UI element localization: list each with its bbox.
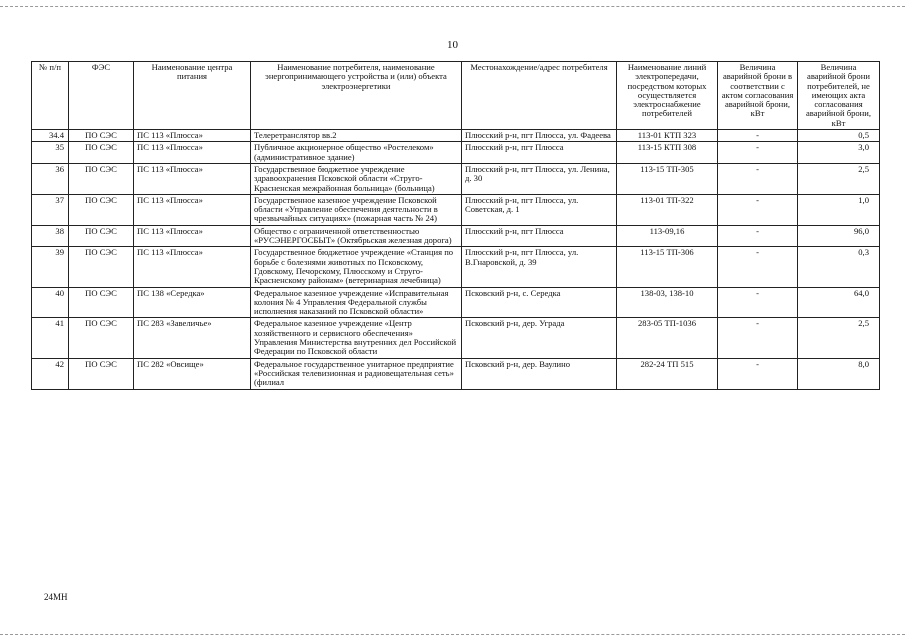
- header-address: Местонахождение/адрес потребителя: [462, 62, 617, 130]
- cell-reserve-act: -: [718, 287, 798, 318]
- cell-fes: ПО СЭС: [69, 225, 134, 247]
- table-body: [32, 130, 880, 389]
- cell-lines: 283-05 ТП-1036: [617, 318, 718, 358]
- cell-reserve-no-act: 96,0: [798, 225, 880, 247]
- cell-fes: ПО СЭС: [69, 163, 134, 194]
- cell-number: 34.4: [32, 130, 69, 142]
- cell-consumer: Федеральное государственное унитарное предприятие «Российская телевизионная и радиовещательная сеть» (филиал: [251, 358, 462, 389]
- cell-address: Псковский р-н, дер. Ваулино: [462, 358, 617, 389]
- header-power-center: Наименование центра питания: [134, 62, 251, 130]
- cell-reserve-act: -: [718, 163, 798, 194]
- header-reserve-act: Величина аварийной брони в соответствии с актом согласования аварийной брони, кВт: [718, 62, 798, 130]
- cell-power-center: ПС 113 «Плюсса»: [134, 194, 251, 225]
- cell-address: Плюсский р-н, пгт Плюсса, ул. Советская, д. 1: [462, 194, 617, 225]
- cell-consumer: Государственное бюджетное учреждение «Станция по борьбе с болезнями животных по Псковскому, Гдовскому, Печорскому, Плюсскому и Струго-Красненскому районам» (ветеринарная лечебница): [251, 247, 462, 287]
- table-row: [32, 287, 880, 318]
- cell-reserve-act: -: [718, 247, 798, 287]
- cell-address: Псковский р-н, дер. Уграда: [462, 318, 617, 358]
- cell-consumer: Федеральное казенное учреждение «Центр хозяйственного и сервисного обеспечения» Управления Министерства внутренних дел Российской Федерации по Псковской области: [251, 318, 462, 358]
- cell-number: 38: [32, 225, 69, 247]
- cell-power-center: ПС 283 «Завеличье»: [134, 318, 251, 358]
- cell-consumer: Общество с ограниченной ответственностью «РУСЭНЕРГОСБЫТ» (Октябрьская железная дорога): [251, 225, 462, 247]
- table-row: [32, 194, 880, 225]
- table-row: [32, 318, 880, 358]
- cell-reserve-no-act: 64,0: [798, 287, 880, 318]
- cell-reserve-no-act: 8,0: [798, 358, 880, 389]
- header-consumer: Наименование потребителя, наименование энергопринимающего устройства и (или) объекта электроэнергетики: [251, 62, 462, 130]
- cell-reserve-act: -: [718, 194, 798, 225]
- table-row: [32, 142, 880, 164]
- cell-address: Плюсский р-н, пгт Плюсса, ул. Ленина, д. 30: [462, 163, 617, 194]
- table-header-row: [32, 62, 880, 130]
- footer-code: 24МН: [44, 592, 68, 602]
- cell-lines: 282-24 ТП 515: [617, 358, 718, 389]
- cell-fes: ПО СЭС: [69, 247, 134, 287]
- cell-reserve-no-act: 3,0: [798, 142, 880, 164]
- cell-fes: ПО СЭС: [69, 318, 134, 358]
- cell-number: 35: [32, 142, 69, 164]
- table-row: [32, 130, 880, 142]
- cell-address: Псковский р-н, с. Середка: [462, 287, 617, 318]
- scan-edge-bottom: [0, 634, 905, 635]
- cell-reserve-act: -: [718, 130, 798, 142]
- cell-fes: ПО СЭС: [69, 142, 134, 164]
- cell-address: Плюсский р-н, пгт Плюсса: [462, 142, 617, 164]
- cell-fes: ПО СЭС: [69, 287, 134, 318]
- cell-power-center: ПС 113 «Плюсса»: [134, 142, 251, 164]
- cell-lines: 113-15 ТП-306: [617, 247, 718, 287]
- cell-address: Плюсский р-н, пгт Плюсса: [462, 225, 617, 247]
- cell-reserve-act: -: [718, 142, 798, 164]
- table-row: [32, 247, 880, 287]
- table-row: [32, 163, 880, 194]
- cell-consumer: Федеральное казенное учреждение «Исправительная колония № 4 Управления Федеральной службы исполнения наказаний по Псковской области»: [251, 287, 462, 318]
- cell-number: 42: [32, 358, 69, 389]
- cell-power-center: ПС 113 «Плюсса»: [134, 225, 251, 247]
- cell-reserve-no-act: 2,5: [798, 318, 880, 358]
- scan-edge-top: [0, 6, 905, 7]
- cell-reserve-no-act: 0,3: [798, 247, 880, 287]
- cell-consumer: Публичное акционерное общество «Ростелеком» (административное здание): [251, 142, 462, 164]
- cell-address: Плюсский р-н, пгт Плюсса, ул. Фадеева: [462, 130, 617, 142]
- cell-reserve-no-act: 2,5: [798, 163, 880, 194]
- cell-lines: 113-01 КТП 323: [617, 130, 718, 142]
- cell-lines: 138-03, 138-10: [617, 287, 718, 318]
- cell-lines: 113-15 КТП 308: [617, 142, 718, 164]
- cell-number: 36: [32, 163, 69, 194]
- cell-fes: ПО СЭС: [69, 130, 134, 142]
- header-number: № п/п: [32, 62, 69, 130]
- cell-consumer: Телеретранслятор вв.2: [251, 130, 462, 142]
- cell-reserve-act: -: [718, 225, 798, 247]
- reserve-table: [31, 61, 880, 390]
- cell-power-center: ПС 138 «Середка»: [134, 287, 251, 318]
- cell-number: 41: [32, 318, 69, 358]
- cell-power-center: ПС 113 «Плюсса»: [134, 130, 251, 142]
- cell-address: Плюсский р-н, пгт Плюсса, ул. В.Гнаровской, д. 39: [462, 247, 617, 287]
- cell-consumer: Государственное казенное учреждение Псковской области «Управление обеспечения деятельности в чрезвычайных ситуациях» (пожарная часть № 24): [251, 194, 462, 225]
- cell-consumer: Государственное бюджетное учреждение здравоохранения Псковской области «Струго-Красненская межрайонная больница» (больница): [251, 163, 462, 194]
- page-number: 10: [447, 39, 458, 51]
- cell-number: 39: [32, 247, 69, 287]
- cell-reserve-act: -: [718, 318, 798, 358]
- cell-lines: 113-01 ТП-322: [617, 194, 718, 225]
- table-row: [32, 225, 880, 247]
- cell-number: 37: [32, 194, 69, 225]
- table-row: [32, 358, 880, 389]
- cell-fes: ПО СЭС: [69, 194, 134, 225]
- header-lines: Наименование линий электропередачи, посредством которых осуществляется электроснабжение потребителей: [617, 62, 718, 130]
- cell-number: 40: [32, 287, 69, 318]
- cell-lines: 113-09,16: [617, 225, 718, 247]
- header-reserve-no-act: Величина аварийной брони потребителей, не имеющих акта согласования аварийной брони, кВт: [798, 62, 880, 130]
- header-fes: ФЭС: [69, 62, 134, 130]
- cell-power-center: ПС 282 «Овсище»: [134, 358, 251, 389]
- cell-reserve-no-act: 0,5: [798, 130, 880, 142]
- cell-power-center: ПС 113 «Плюсса»: [134, 163, 251, 194]
- cell-reserve-act: -: [718, 358, 798, 389]
- cell-reserve-no-act: 1,0: [798, 194, 880, 225]
- cell-power-center: ПС 113 «Плюсса»: [134, 247, 251, 287]
- cell-lines: 113-15 ТП-305: [617, 163, 718, 194]
- cell-fes: ПО СЭС: [69, 358, 134, 389]
